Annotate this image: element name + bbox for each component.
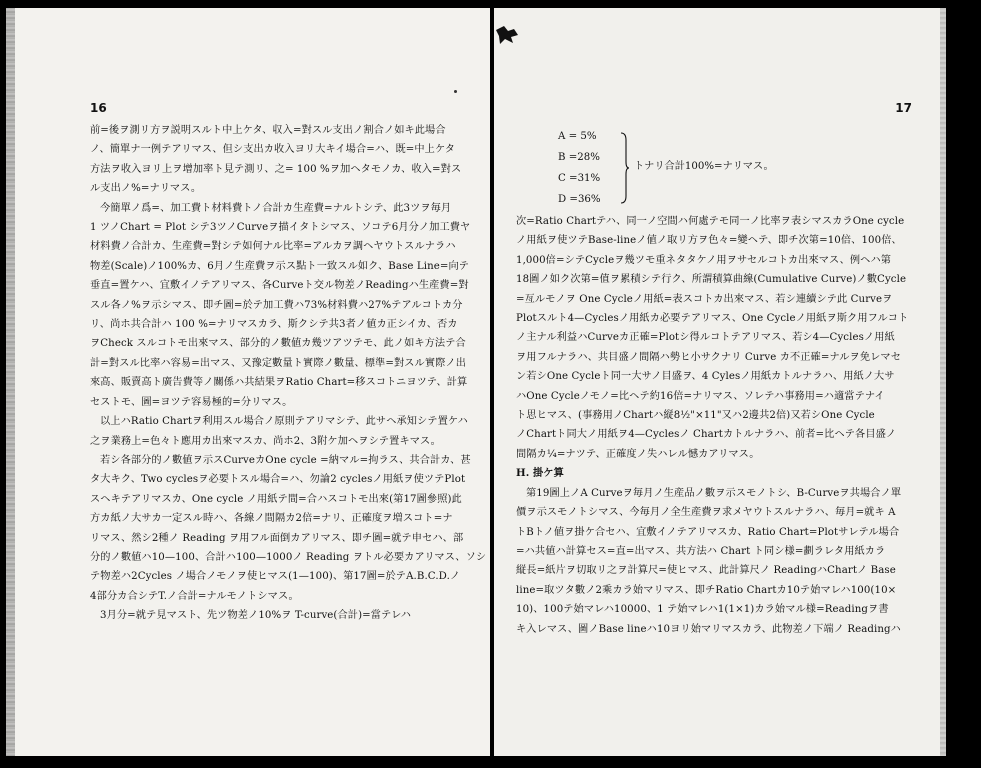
text-line: 前=後ヲ測リ方ヲ説明スルト中上ケタ、収入=對スル支出ノ割合ノ如キ此場合: [90, 125, 446, 136]
text-line: テ物差ハ2Cycles ノ場合ノモノヲ使ヒマス(1—100)、第17圖=於テA.B.C.D.ノ: [90, 571, 461, 583]
text-line: ハOne Cycleノモノ=比ヘテ約16倍=ナリマス、ソレテハ事務用=ハ適當テナイ: [516, 390, 885, 402]
right-body-text: [516, 212, 922, 639]
text-line: 1,000倍=シテCycleヲ幾ツモ重ネタタケノ用ヲサセルコトカ出來マス、例ヘハ第: [516, 254, 892, 266]
text-line: ン若シOne Cycleト同一大サノ目盛ヲ、4 Cylesノ用紙カトルナラハ、用紙ノ大サ: [516, 371, 895, 383]
text-line: 方カ紙ノ大サカ一定スル時ハ、各線ノ間隔カ2倍=ナリ、正確度ヲ増スコト=ナ: [90, 513, 453, 525]
text-line: ト思ヒマス、(事務用ノChartハ縦8½"×11"又ハ2邊共2倍)又若シOne Cycle: [516, 410, 875, 422]
text-line: ヲCheck スルコトモ出來マス、部分的ノ數値カ幾ツアツテモ、此ノ如キ方法テ合: [90, 338, 466, 350]
text-line: トBトノ値ヲ掛ケ合セハ、宜敷イノテアリマスカ、Ratio Chart=Plotサレテル場合: [516, 526, 900, 538]
text-line: 之ヲ業務上=色々ト應用カ出來マスカ、尚ホ2、3附ケ加ヘヲシテ置キマス。: [90, 435, 441, 447]
text-line: line=取ツタ數ノ2乘カラ始マリマス、即チRatio Chartカ10テ始マレハ100(10×: [516, 584, 897, 596]
text-line: 計=對スル比率ハ容易=出マス、又豫定數量ト實際ノ數量、標準=對スル實際ノ出: [90, 357, 466, 369]
text-line: 縦長=紙片ヲ切取リ之ヲ計算尺=使ヒマス、此計算尺ノ ReadingハChartノ Base: [516, 565, 896, 577]
text-line: ヲ用フルナラハ、共目盛ノ間隔ハ勢ヒ小サクナリ Curve カ不正確=ナルヲ免レマセ: [516, 351, 901, 363]
text-line: 1 ツノChart = Plot シテ3ツノCurveヲ描イタトシマス、ソコテ6月分ノ加工費ヤ: [90, 222, 471, 234]
text-line: 次=Ratio Chartテハ、同一ノ空間ハ何處テモ同一ノ比率ヲ表シマスカラOne cycle: [516, 216, 905, 227]
text-line: リマス、然シ2種ノ Reading ヲ用フル面倒カアリマス、即チ圖=就テ申セハ、部: [90, 532, 464, 544]
curly-brace-icon: [620, 132, 630, 204]
text-line: Plotスルト4—Cyclesノ用紙カ必要テアリマス、One Cycleノ用紙ヲ斯ク用フルコト: [516, 313, 909, 325]
text-line: 今簡單ノ爲=、加工費ト材料費トノ合計カ生産費=ナルトシテ、此3ツヲ毎月: [100, 202, 452, 214]
text-line: ル支出ノ%=ナリマス。: [90, 183, 202, 195]
text-line: =亙ルモノヲ One Cycleノ用紙=表スコトカ出來マス、若シ連續シテ此 Curveヲ: [516, 293, 893, 305]
text-line: ノ、簡單ナ一例テアリマス、但シ支出カ收入ヨリ大キイ場合=ハ、既=中上ケタ: [90, 144, 456, 156]
text-line: 18圖ノ如ク次第=值ヲ累積シテ行ク、所謂積算曲線(Cumulative Curve)ノ數Cycle: [516, 274, 907, 286]
text-line: 材料費ノ合計カ、生産費=對シテ如何ナル比率=アルカヲ調ヘヤウトスルナラハ: [90, 241, 456, 253]
text-line: 間隔カ¼=ナツテ、正確度ノ失ハレル憾カアリマス。: [516, 448, 760, 460]
text-line: タ大キク、Two cyclesヲ必要トスル場合=ハ、勿論2 cyclesノ用紙ヲ使ツテPlot: [90, 474, 466, 486]
text-line: 4部分カ合シテT.ノ合計=ナルモノトシマス。: [90, 590, 299, 602]
text-line: 價ヲ示スモノトシマス、今毎月ノ全生産費ヲ求メヤウトスルナラハ、毎月=就キ A: [516, 507, 896, 519]
speck-mark: [454, 90, 457, 93]
brace-total-note: トナリ合計100%=ナリマス。: [634, 161, 774, 172]
brace-item-b: B =28%: [558, 152, 600, 163]
left-body-text: [90, 121, 487, 626]
page-number-left: 16: [90, 101, 107, 115]
text-line: スル各ノ%ヲ示シマス、即チ圖=於テ加工費ハ73%材料費ハ27%テアルコトカ分: [90, 299, 463, 311]
text-line: 物差(Scale)ノ100%カ、6月ノ生産費ヲ示ス點ト一致スル如ク、Base Line=向テ: [90, 260, 470, 272]
text-line: キ入レマス、圖ノBase lineハ10ヨリ始マリマスカラ、此物差ノ下端ノ Readingハ: [516, 623, 901, 635]
text-line: ノ用紙ヲ使ツテBase-lineノ値ノ取リ方ヲ色々=變ヘテ、即チ次第=10倍、100倍、: [516, 235, 902, 247]
page-edge-left: [6, 8, 15, 756]
text-line: =ハ共値ハ計算セス=直=出マス、共方法ハ Chart ト同シ様=劃ラレタ用紙カラ: [516, 545, 886, 557]
text-line: セストモ、圖=ヨツテ容易極的=分リマス。: [90, 396, 293, 408]
text-line: 來高、販賣高ト廣告費等ノ關係ハ共結果ヲRatio Chart=移スコトニヨツテ、計算: [90, 377, 468, 389]
left-page: [6, 8, 490, 756]
text-line: ノ主ナル利益ハCurveカ正確=Plotシ得ルコトテアリマス、若シ4—Cyclesノ用紙: [516, 332, 895, 344]
page-number-right: 17: [895, 101, 912, 115]
text-line: 方法ヲ收入ヨリ上ヲ增加率ト見テ測リ、之= 100 %ヲ加ヘタモノカ、收入=對ス: [90, 163, 462, 175]
brace-item-a: A = 5%: [558, 131, 597, 142]
brace-item-c: C =31%: [558, 173, 601, 184]
text-line: 若シ各部分的ノ數値ヲ示スCurveカOne cycle =納マル=拘ラス、共合計カ、甚: [100, 454, 471, 466]
text-line: 3月分=就テ見マスト、先ツ物差ノ10%ヲ T-curve(合計)=當テレハ: [100, 610, 412, 622]
text-line: リ、尚ホ共合計ハ 100 %=ナリマスカラ、斯クシテ共3者ノ値カ正シイカ、否カ: [90, 319, 458, 331]
section-heading: H. 掛ケ算: [516, 467, 564, 480]
page-edge-right: [940, 8, 946, 756]
right-page: [494, 8, 946, 756]
text-line: スヘキテアリマスカ、One cycle ノ用紙テ間=合ハスコトモ出來(第17圖參照)此: [90, 493, 462, 505]
text-line: ノChartト同大ノ用紙ヲ4—Cyclesノ Chartカトルナラハ、前者=比ヘテ各目盛ノ: [516, 429, 897, 441]
text-line: 分的ノ數値ハ10—100、合計ハ100—1000ノ Reading ヲトル必要カアリマス、ソシ: [90, 551, 487, 563]
brace-item-d: D =36%: [558, 194, 601, 205]
percentage-brace-block: [558, 126, 774, 210]
text-line: 垂直=置ケハ、宜敷イノテアリマス、各Curveト交ル物差ノReadingハ生産費=對: [90, 280, 469, 292]
text-line: 以上ハRatio Chartヲ利用スル場合ノ原則テアリマシテ、此サヘ承知シテ置ケハ: [100, 416, 468, 428]
text-line: 第19圖上ノA Curveヲ毎月ノ生産品ノ數ヲ示スモノトシ、B-Curveヲ共場合ノ單: [526, 487, 902, 499]
text-line: 10)、100テ始マレハ10000、1 テ始マレハ1(1×1)カラ始マル様=Readingヲ書: [516, 604, 889, 616]
ink-blot-icon: [494, 24, 520, 46]
